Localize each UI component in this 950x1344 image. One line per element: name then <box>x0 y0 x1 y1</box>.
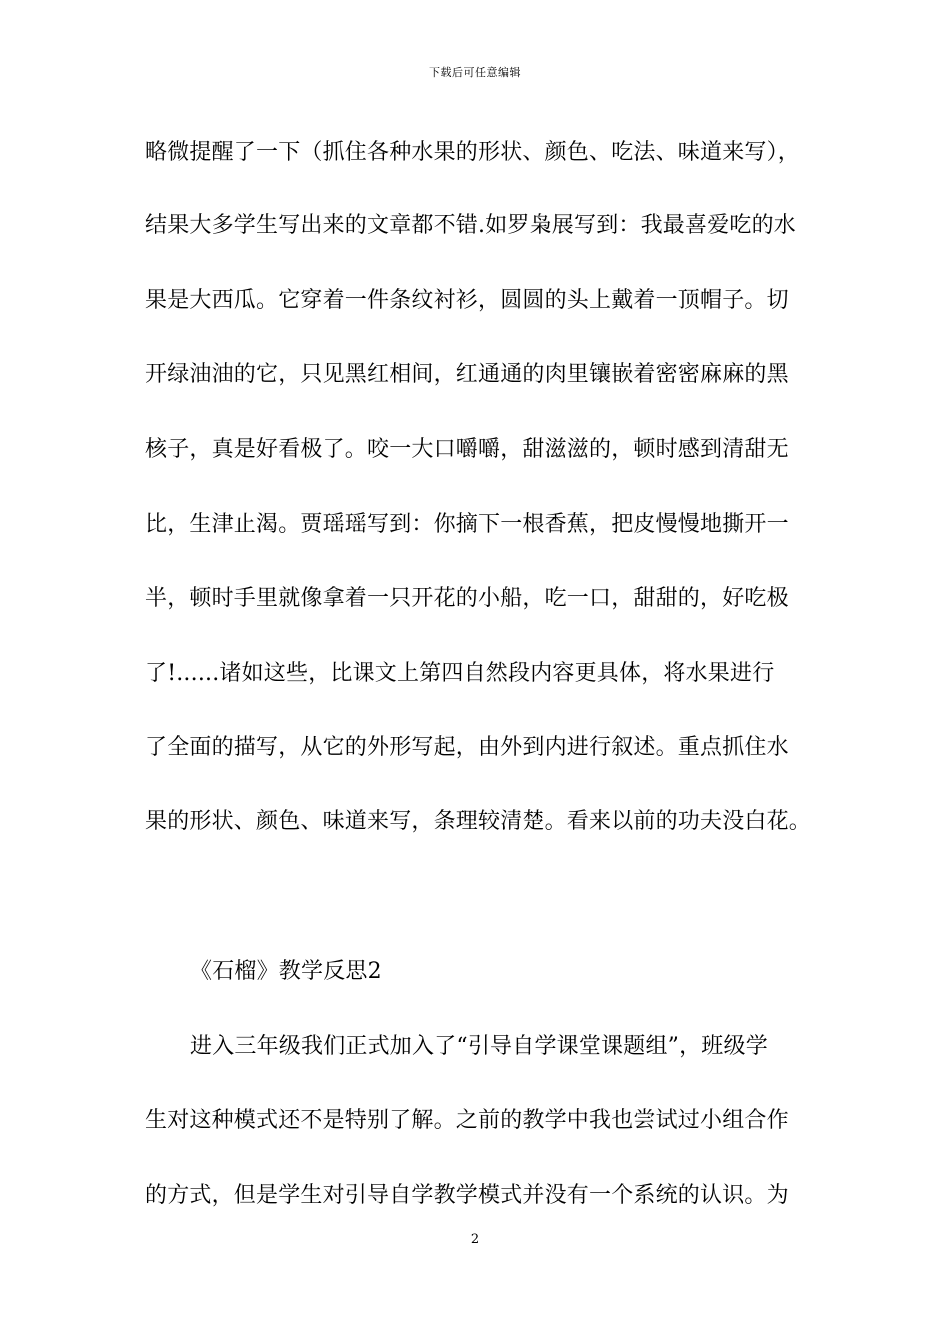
body-line: 生对这种模式还不是特别了解。之前的教学中我也尝试过小组合作 <box>145 1108 789 1133</box>
body-line: 果是大西瓜。它穿着一件条纹衬衫，圆圆的头上戴着一顶帽子。切 <box>145 288 789 313</box>
page-number: 2 <box>470 1232 480 1247</box>
body-line: 了全面的描写，从它的外形写起，由外到内进行叙述。重点抓住水 <box>145 735 789 760</box>
body-line: 核子，真是好看极了。咬一大口嚼嚼，甜滋滋的，顿时感到清甜无 <box>145 437 789 462</box>
section-title: 《石榴》教学反思2 <box>190 959 382 984</box>
body-line: 略微提醒了一下（抓住各种水果的形状、颜色、吃法、味道来写）， <box>145 140 801 165</box>
body-line: 果的形状、颜色、味道来写，条理较清楚。看来以前的功夫没白花。 <box>145 809 812 834</box>
page-header: 下载后可任意编辑 <box>429 66 521 79</box>
body-line: 的方式，但是学生对引导自学教学模式并没有一个系统的认识。为 <box>145 1183 789 1208</box>
body-line: 了!......诸如这些，比课文上第四自然段内容更具体，将水果进行 <box>145 661 775 686</box>
body-line: 比，生津止渴。贾瑶瑶写到：你摘下一根香蕉，把皮慢慢地撕开一 <box>145 512 789 537</box>
body-line: 开绿油油的它，只见黑红相间，红通通的肉里镶嵌着密密麻麻的黑 <box>145 362 789 387</box>
body-line: 半，顿时手里就像拿着一只开花的小船，吃一口，甜甜的，好吃极 <box>145 586 789 611</box>
body-line: 结果大多学生写出来的文章都不错.如罗枭展写到：我最喜爱吃的水 <box>145 213 796 238</box>
body-line: 进入三年级我们正式加入了“引导自学课堂课题组”，班级学 <box>190 1034 768 1059</box>
